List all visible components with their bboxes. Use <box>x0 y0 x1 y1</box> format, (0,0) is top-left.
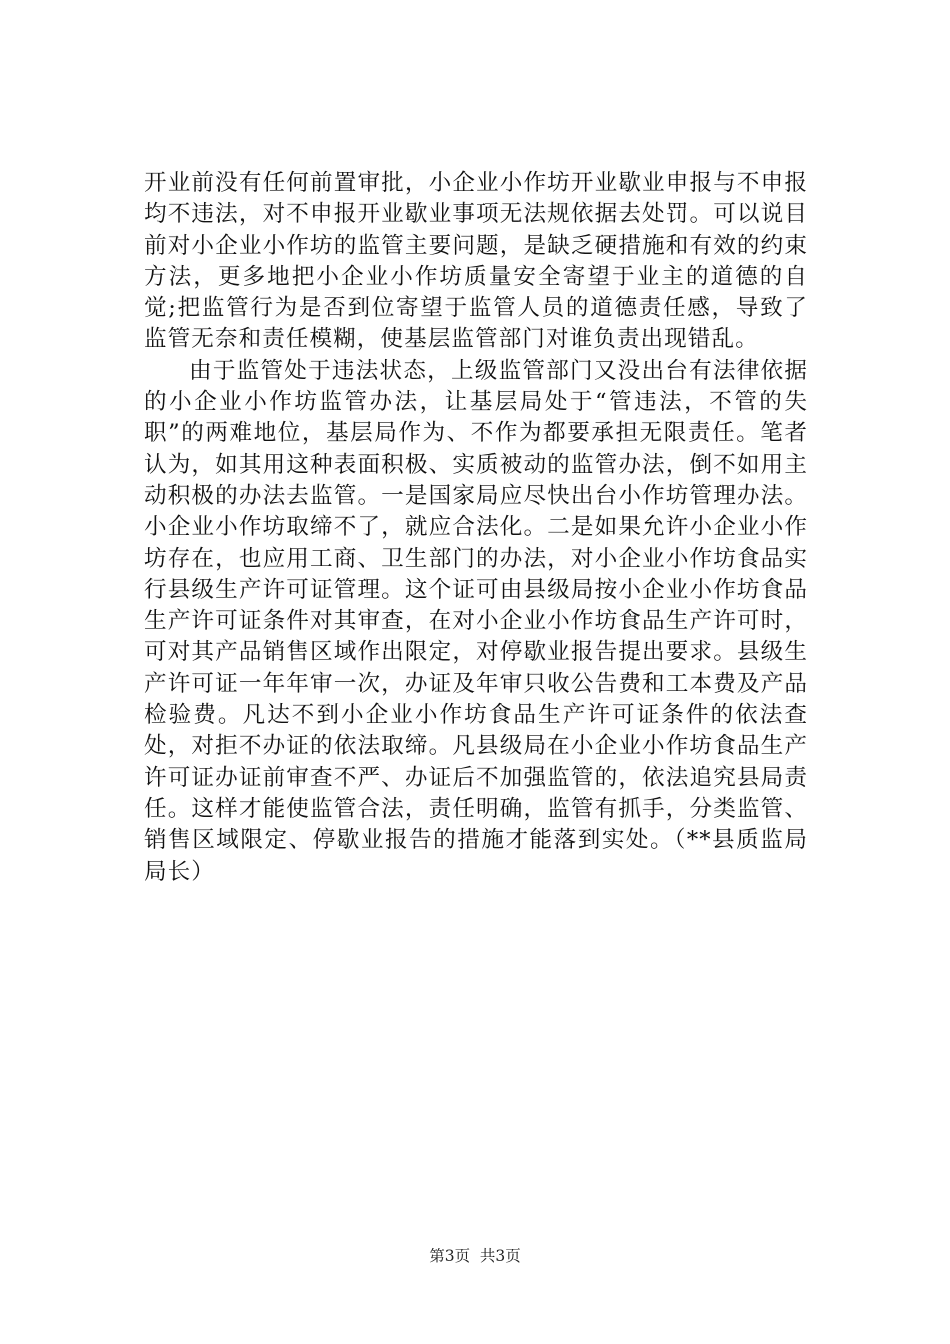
page-number-label: 第3页 共3页 <box>429 1247 521 1265</box>
document-body <box>144 168 808 888</box>
paragraph-continuation: 开业前没有任何前置审批，小企业小作坊开业歇业申报与不申报均不违法，对不申报开业歇业事项无法规依据去处罚。可以说目前对小企业小作坊的监管主要问题，是缺乏硬措施和有效的约束方法，更多地把小企业小作坊质量安全寄望于业主的道德的自觉;把监管行为是否到位寄望于监管人员的道德责任感，导致了监管无奈和责任模糊，使基层监管部门对谁负责出现错乱。 <box>144 170 808 353</box>
page-footer <box>0 1244 950 1266</box>
paragraph-regulation-proposal: 由于监管处于违法状态，上级监管部门又没出台有法律依据的小企业小作坊监管办法，让基层局处于“管违法，不管的失职”的两难地位，基层局作为、不作为都要承担无限责任。笔者认为，如其用这种表面积极、实质被动的监管办法，倒不如用主动积极的办法去监管。一是国家局应尽快出台小作坊管理办法。小企业小作坊取缔不了，就应合法化。二是如果允许小企业小作坊存在，也应用工商、卫生部门的办法，对小企业小作坊食品实行县级生产许可证管理。这个证可由县级局按小企业小作坊食品生产许可证条件对其审查，在对小企业小作坊食品生产许可时，可对其产品销售区域作出限定，对停歇业报告提出要求。县级生产许可证一年年审一次，办证及年审只收公告费和工本费及产品检验费。凡达不到小企业小作坊食品生产许可证条件的依法查处，对拒不办证的依法取缔。凡县级局在小企业小作坊食品生产许可证办证前审查不严、办证后不加强监管的，依法追究县局责任。这样才能使监管合法，责任明确，监管有抓手，分类监管、销售区域限定、停歇业报告的措施才能落到实处。（**县质监局局长） <box>144 357 808 885</box>
